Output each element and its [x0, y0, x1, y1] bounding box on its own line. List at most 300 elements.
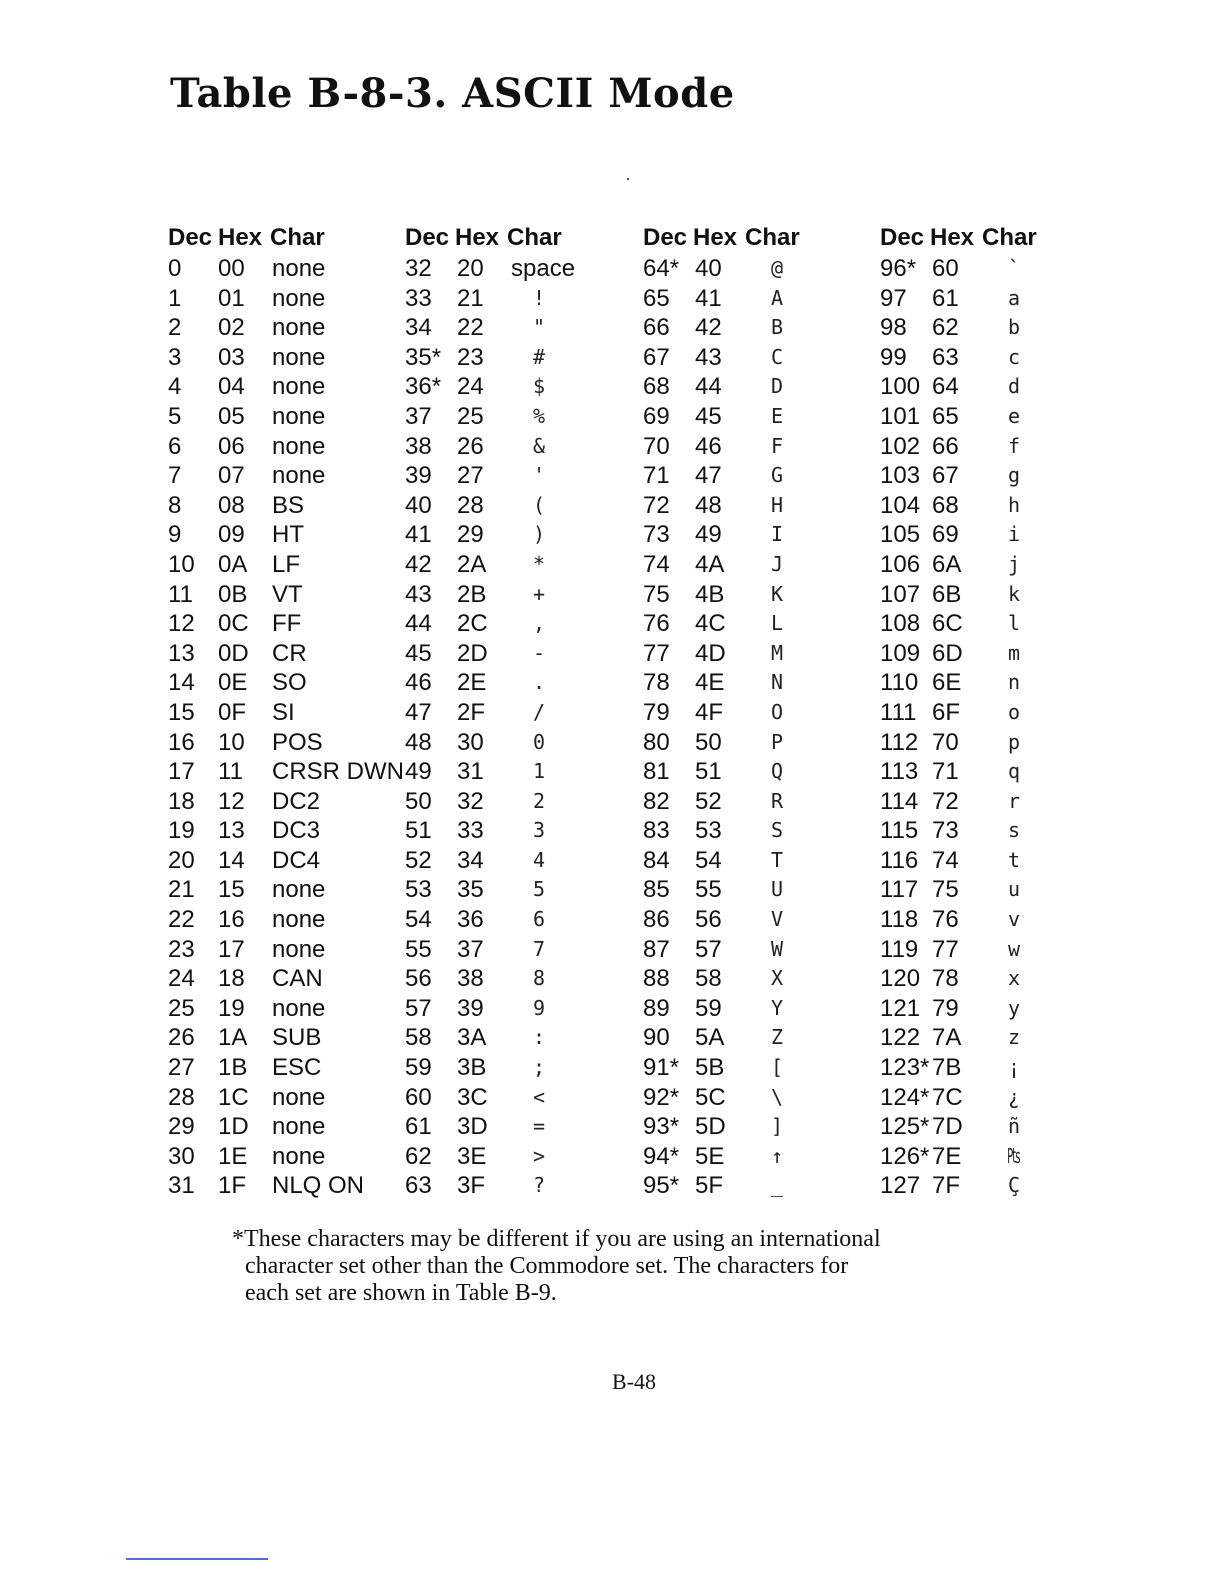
cell-hex: 68	[932, 491, 959, 519]
cell-hex: 44	[695, 373, 722, 401]
cell-dec: 50	[405, 787, 432, 815]
cell-char: ]	[771, 1114, 784, 1139]
cell-char: 0	[533, 729, 546, 754]
cell-dec: 46	[405, 669, 432, 697]
cell-dec: 118	[880, 906, 919, 934]
cell-dec: 6	[168, 432, 182, 460]
cell-hex: 77	[932, 935, 959, 963]
cell-dec: 119	[880, 935, 919, 963]
cell-dec: 22	[168, 906, 195, 934]
cell-char: none	[272, 373, 326, 401]
cell-dec: 24	[168, 965, 195, 993]
cell-hex: 73	[932, 817, 959, 845]
cell-dec: 88	[643, 965, 670, 993]
cell-dec: 109	[880, 639, 921, 667]
cell-char: none	[272, 402, 326, 430]
cell-dec: 48	[405, 728, 432, 756]
cell-dec: 5	[168, 402, 182, 430]
cell-hex: 6D	[932, 639, 963, 667]
cell-hex: 29	[457, 521, 484, 549]
cell-hex: 7F	[932, 1172, 961, 1200]
cell-dec: 63	[405, 1172, 432, 1200]
cell-dec: 104	[880, 491, 921, 519]
cell-hex: 07	[218, 462, 245, 490]
cell-hex: 58	[695, 965, 722, 993]
cell-char: K	[771, 581, 784, 606]
cell-dec: 82	[643, 787, 670, 815]
cell-char: none	[272, 343, 326, 371]
cell-hex: 16	[218, 906, 245, 934]
cell-char: ↑	[771, 1143, 784, 1168]
bottom-rule	[126, 1558, 268, 1560]
cell-char: 5	[533, 877, 546, 902]
cell-hex: 79	[932, 994, 959, 1022]
cell-char: none	[272, 876, 326, 904]
cell-dec: 106	[880, 550, 921, 578]
cell-char: NLQ ON	[272, 1172, 365, 1200]
cell-hex: 70	[932, 728, 959, 756]
cell-char: V	[771, 907, 784, 932]
cell-dec: 115	[880, 817, 919, 845]
cell-char: DC4	[272, 846, 321, 874]
cell-dec: 16	[168, 728, 195, 756]
cell-dec: 27	[168, 1054, 195, 1082]
cell-char: FF	[272, 610, 302, 638]
cell-hex: 1F	[218, 1172, 247, 1200]
cell-dec: 41	[405, 521, 432, 549]
cell-hex: 75	[932, 876, 959, 904]
cell-hex: 2F	[457, 698, 486, 726]
cell-char: none	[272, 462, 326, 490]
header-hex: Hex	[218, 224, 263, 251]
cell-char: w	[1008, 936, 1021, 961]
cell-char: (	[533, 492, 546, 517]
cell-dec: 101	[880, 402, 921, 430]
cell-hex: 6E	[932, 669, 962, 697]
cell-hex: 4E	[695, 669, 725, 697]
cell-hex: 2E	[457, 669, 487, 697]
cell-char: '	[533, 463, 546, 488]
cell-dec: 30	[168, 1142, 195, 1170]
cell-char: ₧	[1008, 1143, 1021, 1168]
cell-hex: 7B	[932, 1054, 962, 1082]
cell-char: i	[1008, 522, 1021, 547]
cell-char: F	[771, 433, 784, 458]
cell-dec: 91*	[643, 1054, 680, 1082]
cell-char: LF	[272, 550, 301, 578]
cell-dec: 32	[405, 255, 432, 282]
cell-char: ¡	[1008, 1055, 1021, 1080]
cell-char: n	[1008, 670, 1021, 695]
cell-char: M	[771, 640, 784, 665]
cell-char: HT	[272, 521, 304, 549]
cell-char: `	[1008, 256, 1021, 280]
cell-dec: 85	[643, 876, 670, 904]
cell-hex: 5A	[695, 1024, 725, 1052]
cell-hex: 2C	[457, 610, 488, 638]
cell-char: 8	[533, 966, 546, 991]
cell-hex: 02	[218, 314, 245, 342]
page-title: Table B-8-3. ASCII Mode	[170, 70, 735, 117]
cell-char: r	[1008, 788, 1021, 813]
header-hex: Hex	[930, 224, 975, 251]
cell-hex: 78	[932, 965, 959, 993]
cell-dec: 66	[643, 314, 670, 342]
cell-hex: 08	[218, 491, 245, 519]
cell-char: CAN	[272, 965, 323, 993]
cell-hex: 6A	[932, 550, 962, 578]
cell-hex: 66	[932, 432, 959, 460]
cell-hex: 53	[695, 817, 722, 845]
cell-char: none	[272, 1083, 326, 1111]
footnote-line: *These characters may be different if you are using an international	[232, 1226, 881, 1252]
cell-hex: 6F	[932, 698, 961, 726]
cell-char: G	[771, 463, 784, 488]
cell-dec: 18	[168, 787, 195, 815]
cell-char: d	[1008, 374, 1021, 399]
cell-char: !	[533, 285, 546, 310]
cell-dec: 15	[168, 698, 195, 726]
cell-dec: 124*	[880, 1083, 930, 1111]
cell-char: %	[533, 403, 546, 428]
cell-dec: 70	[643, 432, 670, 460]
cell-dec: 79	[643, 698, 670, 726]
cell-hex: 51	[695, 758, 722, 786]
cell-hex: 5E	[695, 1142, 725, 1170]
cell-dec: 125*	[880, 1113, 930, 1141]
cell-hex: 42	[695, 314, 722, 342]
cell-hex: 32	[457, 787, 484, 815]
cell-char: /	[533, 699, 546, 724]
cell-dec: 60	[405, 1083, 432, 1111]
cell-dec: 127	[880, 1172, 921, 1200]
cell-hex: 67	[932, 462, 959, 490]
cell-dec: 54	[405, 906, 432, 934]
cell-dec: 3	[168, 343, 182, 371]
cell-char: VT	[272, 580, 303, 608]
cell-dec: 42	[405, 550, 432, 578]
page-number: B-48	[612, 1369, 656, 1394]
cell-char: 7	[533, 936, 546, 961]
cell-char: none	[272, 1113, 326, 1141]
cell-char: 3	[533, 818, 546, 843]
cell-hex: 69	[932, 521, 959, 549]
cell-hex: 3C	[457, 1083, 488, 1111]
cell-hex: 57	[695, 935, 722, 963]
cell-char: s	[1008, 818, 1021, 843]
cell-char: space	[511, 255, 576, 282]
cell-hex: 22	[457, 314, 484, 342]
cell-dec: 94*	[643, 1142, 680, 1170]
cell-hex: 37	[457, 935, 484, 963]
cell-dec: 96*	[880, 255, 917, 282]
cell-hex: 03	[218, 343, 245, 371]
cell-dec: 33	[405, 284, 432, 312]
cell-hex: 54	[695, 846, 722, 874]
cell-hex: 41	[695, 284, 722, 312]
cell-char: L	[771, 611, 784, 636]
header-hex: Hex	[455, 224, 500, 251]
cell-dec: 110	[880, 669, 919, 697]
cell-hex: 43	[695, 343, 722, 371]
cell-char: @	[771, 256, 784, 280]
cell-hex: 33	[457, 817, 484, 845]
cell-dec: 98	[880, 314, 907, 342]
cell-char: H	[771, 492, 784, 517]
cell-hex: 1A	[218, 1024, 248, 1052]
cell-char: .	[533, 670, 546, 695]
cell-char: none	[272, 935, 326, 963]
cell-hex: 3D	[457, 1113, 488, 1141]
cell-hex: 04	[218, 373, 245, 401]
cell-char: +	[533, 581, 546, 606]
cell-hex: 27	[457, 462, 484, 490]
cell-char: [	[771, 1055, 784, 1080]
cell-dec: 29	[168, 1113, 195, 1141]
cell-hex: 28	[457, 491, 484, 519]
cell-dec: 111	[880, 698, 917, 726]
cell-char: T	[771, 847, 784, 872]
cell-dec: 40	[405, 491, 432, 519]
cell-dec: 107	[880, 580, 921, 608]
cell-char: j	[1008, 551, 1021, 576]
cell-char: y	[1008, 995, 1021, 1020]
cell-char: g	[1008, 463, 1021, 488]
cell-char: SO	[272, 669, 307, 697]
cell-dec: 9	[168, 521, 182, 549]
cell-hex: 34	[457, 846, 484, 874]
cell-dec: 17	[168, 758, 195, 786]
cell-dec: 21	[168, 876, 195, 904]
cell-char: none	[272, 1142, 326, 1170]
cell-hex: 0D	[218, 639, 249, 667]
cell-char: p	[1008, 729, 1021, 754]
cell-hex: 13	[218, 817, 245, 845]
cell-dec: 52	[405, 846, 432, 874]
cell-char: v	[1008, 907, 1021, 932]
cell-hex: 23	[457, 343, 484, 371]
header-char: Char	[982, 224, 1037, 251]
cell-char: o	[1008, 699, 1021, 724]
cell-hex: 06	[218, 432, 245, 460]
cell-dec: 64*	[643, 255, 680, 282]
cell-dec: 126*	[880, 1142, 930, 1170]
cell-dec: 93*	[643, 1113, 680, 1141]
cell-char: CRSR DWN	[272, 758, 404, 786]
cell-dec: 37	[405, 402, 432, 430]
cell-dec: 23	[168, 935, 195, 963]
cell-char: c	[1008, 344, 1021, 369]
cell-hex: 59	[695, 994, 722, 1022]
cell-hex: 26	[457, 432, 484, 460]
cell-char: z	[1008, 1025, 1021, 1050]
cell-char: :	[533, 1025, 546, 1050]
cell-char: Y	[771, 995, 784, 1020]
cell-hex: 7A	[932, 1024, 962, 1052]
cell-dec: 116	[880, 846, 919, 874]
cell-dec: 100	[880, 373, 921, 401]
cell-dec: 14	[168, 669, 195, 697]
cell-char: none	[272, 432, 326, 460]
cell-hex: 5B	[695, 1054, 725, 1082]
cell-hex: 11	[218, 758, 243, 786]
header-dec: Dec	[880, 224, 925, 251]
cell-char: t	[1008, 847, 1021, 872]
cell-hex: 3B	[457, 1054, 487, 1082]
cell-hex: 1D	[218, 1113, 249, 1141]
cell-char: DC3	[272, 817, 321, 845]
cell-hex: 19	[218, 994, 245, 1022]
cell-hex: 7D	[932, 1113, 963, 1141]
cell-hex: 10	[218, 728, 245, 756]
cell-hex: 18	[218, 965, 245, 993]
cell-char: k	[1008, 581, 1021, 606]
cell-char: U	[771, 877, 784, 902]
cell-char: *	[533, 551, 546, 576]
cell-dec: 99	[880, 343, 907, 371]
cell-char: B	[771, 315, 784, 340]
cell-char: l	[1008, 611, 1021, 636]
cell-char: ;	[533, 1055, 546, 1080]
cell-char: f	[1008, 433, 1021, 458]
cell-hex: 5F	[695, 1172, 724, 1200]
cell-dec: 114	[880, 787, 919, 815]
cell-dec: 44	[405, 610, 432, 638]
cell-hex: 31	[457, 758, 484, 786]
header-char: Char	[270, 224, 325, 251]
cell-dec: 36*	[405, 373, 442, 401]
cell-hex: 15	[218, 876, 245, 904]
cell-dec: 49	[405, 758, 432, 786]
header-dec: Dec	[168, 224, 213, 251]
cell-hex: 05	[218, 402, 245, 430]
cell-char: &	[533, 433, 546, 458]
cell-hex: 0F	[218, 698, 247, 726]
cell-char: J	[771, 551, 784, 576]
cell-dec: 51	[405, 817, 432, 845]
cell-hex: 4F	[695, 698, 724, 726]
cell-char: #	[533, 344, 546, 369]
cell-dec: 47	[405, 698, 432, 726]
cell-char: 9	[533, 995, 546, 1020]
cell-char: >	[533, 1143, 546, 1168]
cell-char: I	[771, 522, 784, 547]
cell-dec: 92*	[643, 1083, 680, 1111]
cell-hex: 52	[695, 787, 722, 815]
cell-dec: 56	[405, 965, 432, 993]
cell-hex: 2D	[457, 639, 488, 667]
cell-char: _	[771, 1173, 784, 1198]
cell-dec: 81	[643, 758, 670, 786]
cell-dec: 108	[880, 610, 921, 638]
cell-hex: 5D	[695, 1113, 726, 1141]
cell-hex: 63	[932, 343, 959, 371]
cell-dec: 43	[405, 580, 432, 608]
cell-hex: 0B	[218, 580, 248, 608]
cell-dec: 77	[643, 639, 670, 667]
cell-hex: 35	[457, 876, 484, 904]
cell-char: \	[771, 1084, 784, 1109]
cell-dec: 25	[168, 994, 195, 1022]
cell-char: R	[771, 788, 784, 813]
cell-dec: 28	[168, 1083, 195, 1111]
cell-char: N	[771, 670, 784, 695]
cell-dec: 105	[880, 521, 921, 549]
cell-char: 2	[533, 788, 546, 813]
cell-dec: 102	[880, 432, 921, 460]
cell-char: a	[1008, 285, 1021, 310]
cell-hex: 01	[218, 284, 245, 312]
cell-char: ,	[533, 611, 546, 636]
cell-char: none	[272, 906, 326, 934]
cell-char: e	[1008, 403, 1021, 428]
cell-dec: 59	[405, 1054, 432, 1082]
cell-dec: 121	[880, 994, 921, 1022]
cell-dec: 62	[405, 1142, 432, 1170]
cell-hex: 49	[695, 521, 722, 549]
cell-dec: 11	[168, 580, 193, 608]
cell-hex: 7E	[932, 1142, 962, 1170]
cell-char: 4	[533, 847, 546, 872]
cell-dec: 31	[168, 1172, 195, 1200]
cell-dec: 45	[405, 639, 432, 667]
header-dec: Dec	[405, 224, 450, 251]
cell-hex: 72	[932, 787, 959, 815]
cell-dec: 1	[168, 284, 182, 312]
cell-dec: 35*	[405, 343, 442, 371]
cell-char: W	[771, 936, 784, 961]
cell-dec: 58	[405, 1024, 432, 1052]
cell-dec: 0	[168, 255, 182, 282]
cell-dec: 69	[643, 402, 670, 430]
cell-dec: 112	[880, 728, 919, 756]
cell-char: b	[1008, 315, 1021, 340]
cell-dec: 67	[643, 343, 670, 371]
cell-dec: 4	[168, 373, 182, 401]
cell-dec: 68	[643, 373, 670, 401]
cell-hex: 2B	[457, 580, 487, 608]
cell-hex: 45	[695, 402, 722, 430]
cell-char: )	[533, 522, 546, 547]
cell-hex: 62	[932, 314, 959, 342]
cell-hex: 48	[695, 491, 722, 519]
cell-dec: 39	[405, 462, 432, 490]
cell-char: Z	[771, 1025, 784, 1050]
cell-hex: 6C	[932, 610, 963, 638]
cell-char: -	[533, 640, 546, 665]
cell-dec: 84	[643, 846, 670, 874]
cell-dec: 26	[168, 1024, 195, 1052]
cell-hex: 1C	[218, 1083, 249, 1111]
cell-char: POS	[272, 728, 323, 756]
cell-char: 1	[533, 759, 546, 784]
cell-char: 6	[533, 907, 546, 932]
cell-hex: 56	[695, 906, 722, 934]
header-dec: Dec	[643, 224, 688, 251]
cell-dec: 80	[643, 728, 670, 756]
footnote-line: character set other than the Commodore set. The characters for	[245, 1253, 849, 1279]
cell-char: x	[1008, 966, 1021, 991]
cell-char: S	[771, 818, 784, 843]
cell-char: ?	[533, 1173, 546, 1198]
header-char: Char	[745, 224, 800, 251]
cell-hex: 55	[695, 876, 722, 904]
cell-hex: 40	[695, 255, 722, 282]
cell-hex: 6B	[932, 580, 962, 608]
cell-hex: 25	[457, 402, 484, 430]
cell-dec: 38	[405, 432, 432, 460]
cell-hex: 38	[457, 965, 484, 993]
